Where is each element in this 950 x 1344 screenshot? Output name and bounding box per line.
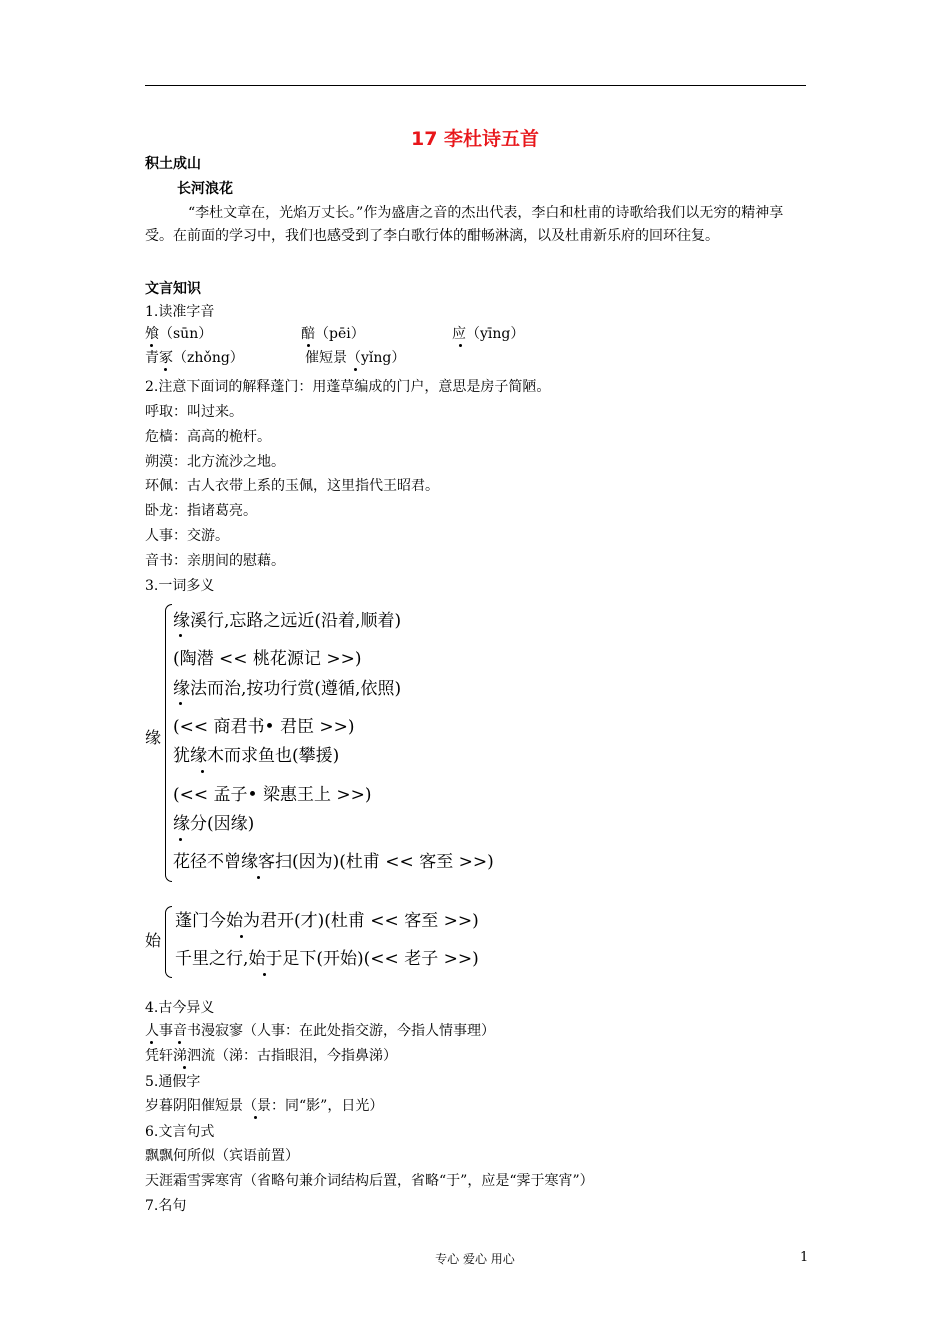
section-heading-wenyan: 文言知识 xyxy=(145,281,201,297)
shi-example: 千里之行,始于足下(开始)(<< 老子 >>) xyxy=(175,949,479,969)
emphasis-dot xyxy=(150,344,153,347)
emphasis-dot xyxy=(254,1116,257,1119)
emphasis-dot xyxy=(240,935,243,938)
shi-example: 蓬门今始为君开(才)(杜甫 << 客至 >>) xyxy=(175,911,479,931)
definition-line: 呼取：叫过来。 xyxy=(145,404,243,420)
item6-heading: 6.文言句式 xyxy=(145,1124,215,1140)
item5-heading: 5.通假字 xyxy=(145,1074,201,1090)
yuan-source: (陶潜 << 桃花源记 >>) xyxy=(173,649,362,669)
emphasis-dot xyxy=(164,368,167,371)
item4-heading: 4.古今异义 xyxy=(145,1000,215,1016)
item7-heading: 7.名句 xyxy=(145,1198,187,1214)
yuan-example: 缘法而治,按功行赏(遵循,依照) xyxy=(173,679,402,699)
item1-heading: 1.读准字音 xyxy=(145,304,215,320)
definition-line: 朔漠：北方流沙之地。 xyxy=(145,454,285,470)
yuan-example: 犹缘木而求鱼也(攀援) xyxy=(173,746,340,766)
page-title: 17 李杜诗五首 xyxy=(410,128,540,150)
pron-ying: 应（yīng） xyxy=(452,326,525,342)
item6-line: 飘飘何所似（宾语前置） xyxy=(145,1148,299,1164)
emphasis-dot xyxy=(179,702,182,705)
section-heading-jitu: 积土成山 xyxy=(145,156,201,172)
emphasis-dot xyxy=(178,1041,181,1044)
definition-line: 人事：交游。 xyxy=(145,528,229,544)
emphasis-dot xyxy=(307,344,310,347)
emphasis-dot xyxy=(354,368,357,371)
item5-line: 岁暮阴阳催短景（景：同“影”，日光） xyxy=(145,1098,384,1114)
yuan-source: (<< 商君书• 君臣 >>) xyxy=(173,717,355,737)
emphasis-dot xyxy=(201,770,204,773)
brace-yuan xyxy=(165,604,172,882)
definition-line: 危樯：高高的桅杆。 xyxy=(145,429,271,445)
yuan-example: 花径不曾缘客扫(因为)(杜甫 << 客至 >>) xyxy=(173,852,494,872)
pron-ying2: 催短景（yǐng） xyxy=(305,350,406,366)
definition-line: 环佩：古人衣带上系的玉佩，这里指代王昭君。 xyxy=(145,478,439,494)
intro-paragraph: “李杜文章在，光焰万丈长。”作为盛唐之音的杰出代表，李白和杜甫的诗歌给我们以无穷的精神享受。在前面的学习中，我们也感受到了李白歌行体的酣畅淋漓，以及杜甫新乐府的回环往复。 xyxy=(145,205,784,244)
yuan-example: 缘溪行,忘路之远近(沿着,顺着) xyxy=(173,611,402,631)
brace-shi xyxy=(165,906,172,978)
page-number: 1 xyxy=(800,1250,809,1265)
emphasis-dot xyxy=(183,1066,186,1069)
header-rule xyxy=(145,85,806,86)
item6-line: 天涯霜雪霁寒宵（省略句兼介词结构后置，省略“于”，应是“霁于寒宵”） xyxy=(145,1173,594,1189)
emphasis-dot xyxy=(150,1041,153,1044)
page-footer: 专心 爱心 用心 xyxy=(435,1252,515,1266)
definition-line: 卧龙：指诸葛亮。 xyxy=(145,503,257,519)
emphasis-dot xyxy=(263,973,266,976)
item4-line: 人事音书漫寂寥（人事：在此处指交游，今指人情事理） xyxy=(145,1023,495,1039)
emphasis-dot xyxy=(179,634,182,637)
subsection-heading: 长河浪花 xyxy=(177,181,233,197)
emphasis-dot xyxy=(459,344,462,347)
pron-pei: 醅（pēi） xyxy=(301,326,365,342)
item2-heading: 2.注意下面词的解释蓬门：用蓬草编成的门户，意思是房子简陋。 xyxy=(145,379,551,395)
polysemy-char-shi: 始 xyxy=(145,931,162,950)
emphasis-dot xyxy=(179,838,182,841)
pron-zhong: 青冢（zhǒng） xyxy=(145,350,244,366)
pron-sun: 飧（sūn） xyxy=(145,326,213,342)
yuan-example: 缘分(因缘) xyxy=(173,814,255,834)
definition-line: 音书：亲朋间的慰藉。 xyxy=(145,553,285,569)
item3-heading: 3.一词多义 xyxy=(145,578,215,594)
yuan-source: (<< 孟子• 梁惠王上 >>) xyxy=(173,785,372,805)
polysemy-char-yuan: 缘 xyxy=(145,728,162,747)
emphasis-dot xyxy=(257,876,260,879)
item4-line: 凭轩涕泗流（涕：古指眼泪，今指鼻涕） xyxy=(145,1048,397,1064)
